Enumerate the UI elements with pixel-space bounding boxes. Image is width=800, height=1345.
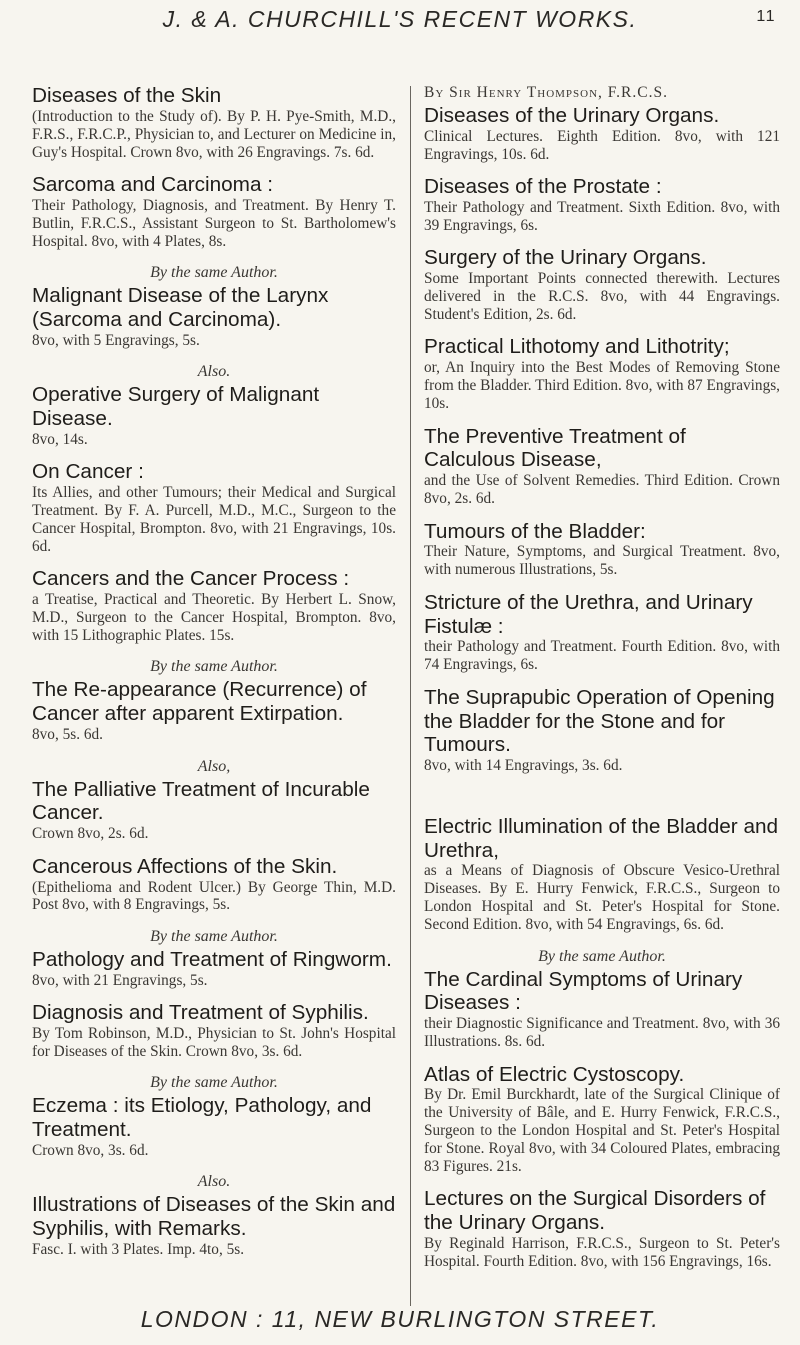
book-entry <box>32 778 396 844</box>
attribution-note: By the same Author. <box>538 947 666 965</box>
entry-gap <box>32 645 396 657</box>
attribution-note: By the same Author. <box>150 927 278 945</box>
book-description: Crown 8vo, 2s. 6d. <box>32 825 149 843</box>
book-description: a Treatise, Practical and Theoretic. By Herbert L. Snow, M.D., Surgeon to the Cancer Hospital, Brompton. 8vo, with 15 Lithographic Plates. 15s. <box>32 591 396 645</box>
attribution-note: Also. <box>197 363 231 381</box>
book-description: Crown 8vo, 3s. 6d. <box>32 1142 149 1160</box>
entry-gap <box>424 775 780 787</box>
book-title: Practical Lithotomy and Lithotrity; <box>424 335 730 359</box>
entry-gap <box>424 164 780 176</box>
book-description: By Dr. Emil Burckhardt, late of the Surgical Clinique of the University of Bâle, and E. Hurry Fenwick, F.R.C.S., Surgeon to the London Hospital and St. Peter's Hospital for Stone. Royal 8vo, with 34 Coloured Plates, embracing 83 Figures. 21s. <box>424 1086 780 1176</box>
book-entry <box>424 520 780 580</box>
book-title: Surgery of the Urinary Organs. <box>424 246 707 270</box>
entry-gap <box>32 914 396 926</box>
book-description: or, An Inquiry into the Best Modes of Removing Stone from the Bladder. Third Edition. 8vo, with 87 Engravings, 10s. <box>424 359 780 413</box>
book-title: Tumours of the Bladder: <box>424 519 646 543</box>
book-description: and the Use of Solvent Remedies. Third Edition. Crown 8vo, 2s. 6d. <box>424 472 780 508</box>
entry-gap <box>32 744 396 756</box>
book-entry <box>32 383 396 449</box>
book-description: Some Important Points connected therewith. Lectures delivered in the R.C.S. 8vo, with 44 Engravings. Student's Edition, 2s. 6d. <box>424 270 780 324</box>
book-description: (Introduction to the Study of). By P. H. Pye-Smith, M.D., F.R.S., F.R.C.P., Physician to, and Lecturer on Medicine in, Guy's Hospital. Crown 8vo, with 26 Engravings. 7s. 6d. <box>32 107 396 161</box>
book-title: The Re-appearance (Recurrence) of Cancer after apparent Extirpation. <box>32 678 367 726</box>
book-title: Operative Surgery of Malignant Disease. <box>32 383 320 431</box>
book-description: Their Pathology and Treatment. Sixth Edition. 8vo, with 39 Engravings, 6s. <box>424 199 780 234</box>
entry-gap <box>32 843 396 855</box>
left-column <box>32 84 396 1271</box>
book-description: Their Nature, Symptoms, and Surgical Treatment. 8vo, with numerous Illustrations, 5s. <box>424 543 780 579</box>
book-description: By Tom Robinson, M.D., Physician to St. John's Hospital for Diseases of the Skin. Crown 8vo, 3s. 6d. <box>32 1025 396 1060</box>
entry-gap <box>32 556 396 568</box>
book-title: Electric Illumination of the Bladder and Urethra, <box>424 814 779 862</box>
entry-gap <box>32 251 396 263</box>
book-entry <box>424 1187 780 1271</box>
right-column <box>424 84 780 1283</box>
book-entry <box>32 173 396 251</box>
book-entry <box>32 460 396 555</box>
book-title: Atlas of Electric Cystoscopy. <box>424 1062 685 1086</box>
entry-gap <box>32 1160 396 1172</box>
book-title: Lectures on the Surgical Disorders of the Urinary Organs. <box>424 1187 766 1235</box>
book-title: The Palliative Treatment of Incurable Cancer. <box>32 777 370 825</box>
book-title: The Preventive Treatment of Calculous Disease, <box>424 424 686 472</box>
book-entry <box>32 1001 396 1061</box>
book-description: 8vo, 14s. <box>32 431 88 448</box>
entry-gap <box>32 1259 396 1271</box>
entry-gap <box>32 1061 396 1073</box>
section-spacer <box>424 787 780 815</box>
entry-gap <box>424 1051 780 1063</box>
book-description: Its Allies, and other Tumours; their Medical and Surgical Treatment. By F. A. Purcell, M.D., M.C., Surgeon to the Cancer Hospital, Brompton. 8vo, with 21 Engravings, 10s. 6d. <box>32 484 396 555</box>
book-description: their Pathology and Treatment. Fourth Edition. 8vo, with 74 Engravings, 6s. <box>424 638 780 674</box>
book-entry <box>32 567 396 645</box>
attribution-note: By the same Author. <box>150 1074 278 1092</box>
book-description: Clinical Lectures. Eighth Edition. 8vo, with 121 Engravings, 10s. 6d. <box>424 127 780 163</box>
book-title: Cancerous Affections of the Skin. <box>32 854 338 878</box>
entry-gap <box>424 579 780 591</box>
book-title: Malignant Disease of the Larynx (Sarcoma and Carcinoma). <box>32 284 329 332</box>
book-description: 8vo, with 21 Engravings, 5s. <box>32 971 208 989</box>
book-entry <box>32 284 396 350</box>
attribution-note: Also, <box>197 757 231 775</box>
book-entry <box>424 815 780 934</box>
book-entry <box>32 678 396 744</box>
book-description: 8vo, with 14 Engravings, 3s. 6d. <box>424 757 623 775</box>
entry-gap <box>424 235 780 247</box>
entry-gap <box>424 508 780 520</box>
book-description: (Epithelioma and Rodent Ulcer.) By George Thin, M.D. Post 8vo, with 8 Engravings, 5s. <box>32 878 396 914</box>
book-description: as a Means of Diagnosis of Obscure Vesico-Urethral Diseases. By E. Hurry Fenwick, F.R.C.S., Surgeon to London Hospital and St. Peter's Hospital for Stone. Second Edition. 8vo, with 54 Engravings, 6s. 6d. <box>424 862 780 934</box>
book-entry <box>424 104 780 164</box>
entry-gap <box>424 674 780 686</box>
book-entry <box>424 968 780 1052</box>
entry-gap <box>424 1176 780 1188</box>
entry-gap <box>32 162 396 174</box>
header-title: J. & A. CHURCHILL'S RECENT WORKS. <box>162 6 638 32</box>
book-entry <box>424 425 780 509</box>
book-entry <box>32 855 396 915</box>
book-title: Pathology and Treatment of Ringworm. <box>32 947 392 971</box>
book-title: On Cancer : <box>32 460 144 484</box>
author-byline: By Sir Henry Thompson, F.R.C.S. <box>424 84 668 101</box>
book-description: 8vo, with 5 Engravings, 5s. <box>32 331 200 349</box>
book-title: Diseases of the Skin <box>32 84 222 107</box>
attribution-note: By the same Author. <box>150 658 278 676</box>
entry-gap <box>424 1271 780 1283</box>
book-entry <box>424 686 780 775</box>
book-entry <box>424 591 780 675</box>
running-footer: LONDON : 11, NEW BURLINGTON STREET. <box>140 1306 660 1332</box>
book-entry <box>424 1063 780 1176</box>
book-title: Sarcoma and Carcinoma : <box>32 173 274 197</box>
book-description: Their Pathology, Diagnosis, and Treatment. By Henry T. Butlin, F.R.C.S., Assistant Surgeon to St. Bartholomew's Hospital. 8vo, with 4 Plates, 8s. <box>32 196 396 250</box>
book-title: Diagnosis and Treatment of Syphilis. <box>32 1001 369 1025</box>
book-description: 8vo, 5s. 6d. <box>32 726 103 744</box>
book-entry <box>32 84 396 162</box>
attribution-note: By the same Author. <box>150 264 278 282</box>
book-title: Diseases of the Prostate : <box>424 175 662 199</box>
book-description: By Reginald Harrison, F.R.C.S., Surgeon to St. Peter's Hospital. Fourth Edition. 8vo, with 156 Engravings, 16s. <box>424 1235 780 1271</box>
attribution-note: Also. <box>197 1173 231 1191</box>
page-number: 11 <box>756 8 776 25</box>
book-description: their Diagnostic Significance and Treatment. 8vo, with 36 Illustrations. 8s. 6d. <box>424 1015 780 1051</box>
entry-gap <box>32 990 396 1002</box>
book-title: Diseases of the Urinary Organs. <box>424 104 720 127</box>
entry-gap <box>424 934 780 946</box>
book-title: The Suprapubic Operation of Opening the Bladder for the Stone and for Tumours. <box>424 685 775 757</box>
book-entry <box>424 246 780 324</box>
entry-gap <box>32 350 396 362</box>
book-entry <box>32 1193 396 1259</box>
entry-gap <box>32 449 396 461</box>
book-description: Fasc. I. with 3 Plates. Imp. 4to, 5s. <box>32 1241 245 1259</box>
entry-gap <box>424 324 780 336</box>
book-entry <box>32 948 396 990</box>
book-title: Illustrations of Diseases of the Skin and Syphilis, with Remarks. <box>32 1193 396 1241</box>
book-title: Stricture of the Urethra, and Urinary Fistulæ : <box>424 590 753 638</box>
running-header <box>0 6 800 33</box>
book-entry <box>32 1094 396 1160</box>
book-entry <box>424 335 780 413</box>
column-divider <box>410 86 411 1306</box>
book-title: Eczema : its Etiology, Pathology, and Treatment. <box>32 1094 372 1142</box>
entry-gap <box>424 413 780 425</box>
book-title: Cancers and the Cancer Process : <box>32 567 350 591</box>
book-title: The Cardinal Symptoms of Urinary Diseases : <box>424 967 743 1015</box>
book-entry <box>424 175 780 235</box>
